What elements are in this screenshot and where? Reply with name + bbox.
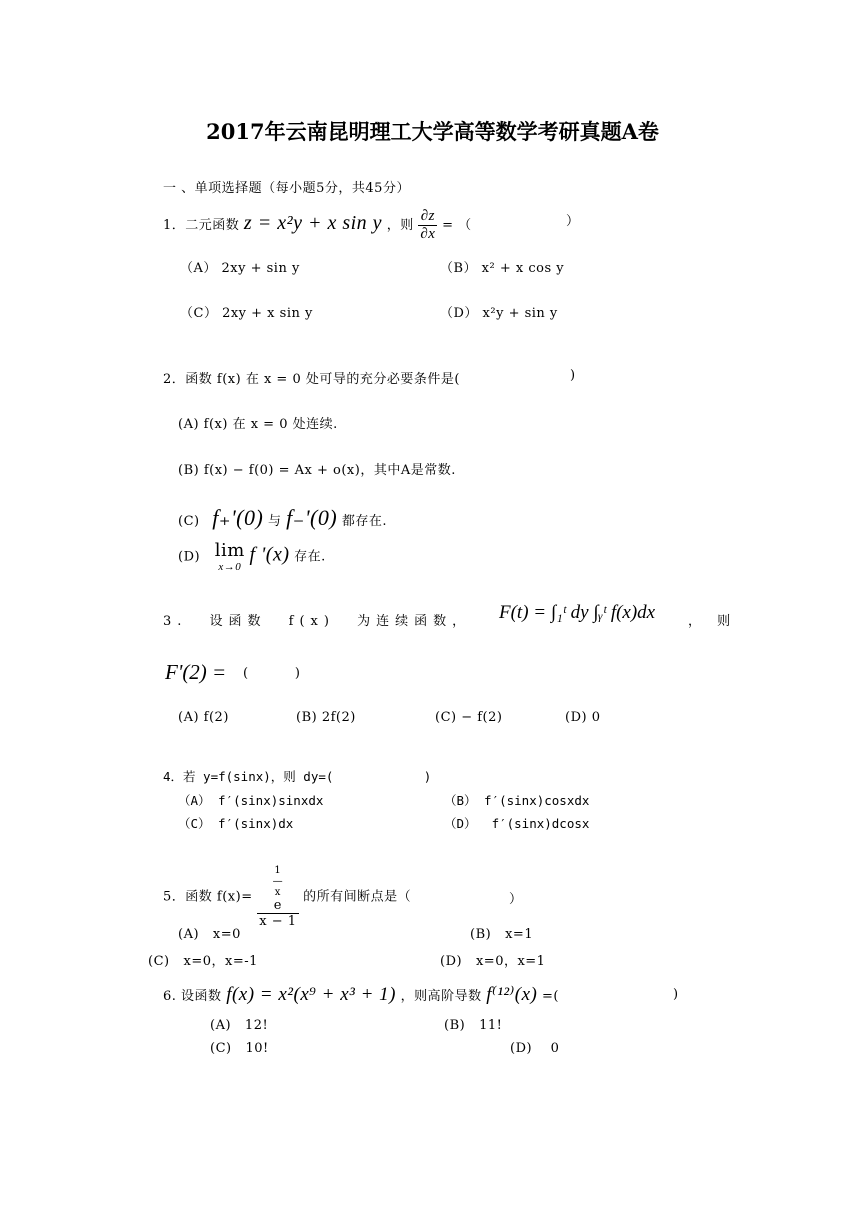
q3-paren: ( ) [243, 666, 301, 681]
q4-option-a: （A） f′(sinx)sinxdx [178, 793, 324, 808]
q6-deriv: f⁽¹²⁾(x) [486, 984, 538, 1005]
q5-close: ） [509, 892, 523, 907]
q5-fraction [257, 865, 298, 929]
q2-c-tail: 都存在. [341, 514, 387, 529]
q2-option-d [178, 541, 326, 573]
q1-close: ） [566, 214, 580, 229]
q6-option-a: (A) 12! [210, 1018, 269, 1033]
page-title: 2017年云南昆明理工大学高等数学考研真题A卷 [206, 119, 659, 144]
q2-stem: 2．函数 f(x) 在 x = 0 处可导的充分必要条件是( [163, 372, 460, 387]
q2-d-tail: 存在. [294, 549, 326, 565]
q3-stem: 3. 设函数 f(x) 为连续函数， [163, 614, 472, 629]
q1-tail: = （ [442, 218, 472, 233]
q6-mid: ，则高阶导数 [400, 989, 482, 1004]
q2-d-lim: lim [214, 540, 245, 561]
q2-option-c [178, 505, 387, 531]
q3-option-b: (B) 2f(2) [296, 710, 356, 725]
q1-prefix: 1．二元函数 [163, 218, 240, 233]
q5-exponent: 1 — x [272, 865, 284, 898]
q6-stem [163, 983, 559, 1006]
q6-prefix: 6. 设函数 [163, 989, 222, 1004]
q1-deriv-den: ∂x [420, 226, 436, 242]
q2-option-b: (B) f(x) − f(0) = Ax + o(x)，其中A是常数. [178, 463, 456, 478]
q3-ask: F'(2) = [165, 660, 227, 684]
q1-option-a: （A） 2xy + sin y [180, 261, 300, 276]
q6-close: ) [673, 987, 679, 1002]
q6-option-c: (C) 10! [210, 1041, 269, 1056]
q2-c-mid: 与 [267, 514, 282, 529]
q5-option-c: (C) x=0，x=-1 [148, 954, 258, 969]
q1-option-c: （C） 2xy + x sin y [180, 306, 313, 321]
section-heading: 一 、单项选择题（每小题5分，共45分） [163, 181, 410, 196]
q1-option-d: （D） x²y + sin y [440, 306, 558, 321]
q1-stem [163, 208, 472, 243]
q3-option-c: (C) − f(2) [435, 710, 503, 725]
q6-option-d: (D) 0 [510, 1041, 560, 1056]
q2-c-f1: f₊'(0) [212, 505, 264, 530]
q3-option-d: (D) 0 [565, 710, 601, 725]
q2-close: ) [570, 368, 576, 383]
q4-option-d: （D） f′(sinx)dcosx [444, 816, 590, 831]
q1-deriv-num: ∂z [418, 208, 437, 226]
q5-numerator [257, 865, 298, 914]
q2-c-label: (C) [178, 514, 200, 529]
q6-option-b: (B) 11! [444, 1018, 503, 1033]
q1-formula: z = x²y + x sin y [243, 212, 383, 234]
q6-formula: f(x) = x²(x⁹ + x³ + 1) [226, 984, 396, 1005]
q2-d-limit [215, 541, 245, 573]
q4-option-c: （C） f′(sinx)dx [178, 816, 294, 831]
q3-option-a: (A) f(2) [178, 710, 229, 725]
q5-denominator: x − 1 [259, 914, 297, 929]
q2-d-label: (D) [178, 549, 201, 565]
q5-prefix: 5．函数 f(x)= [163, 889, 253, 905]
q5-tail: 的所有间断点是（ [303, 889, 412, 905]
q2-d-sub: x→0 [218, 560, 242, 573]
q3-then: ， 则 [688, 614, 737, 629]
q5-option-a: (A) x=0 [178, 927, 241, 942]
q5-option-b: (B) x=1 [470, 927, 534, 942]
q5-stem [163, 865, 411, 929]
q1-mid: ，则 [386, 218, 414, 233]
q6-tail: =( [542, 989, 559, 1004]
q4-option-b: （B） f′(sinx)cosxdx [444, 793, 590, 808]
q5-option-d: (D) x=0，x=1 [440, 954, 546, 969]
q2-option-a: (A) f(x) 在 x = 0 处连续. [178, 417, 338, 432]
q1-partial-derivative [418, 208, 437, 243]
q5-num-e: e [273, 898, 282, 913]
q2-d-f: f '(x) [249, 543, 290, 566]
q3-formula: F(t) = ∫₁ᵗ dy ∫ᵧᵗ f(x)dx [499, 602, 656, 623]
q2-c-f2: f₋'(0) [286, 505, 338, 530]
q1-option-b: （B） x² + x cos y [440, 261, 565, 276]
q4-stem: 4．若 y=f(sinx)，则 dy=( ) [163, 769, 432, 784]
